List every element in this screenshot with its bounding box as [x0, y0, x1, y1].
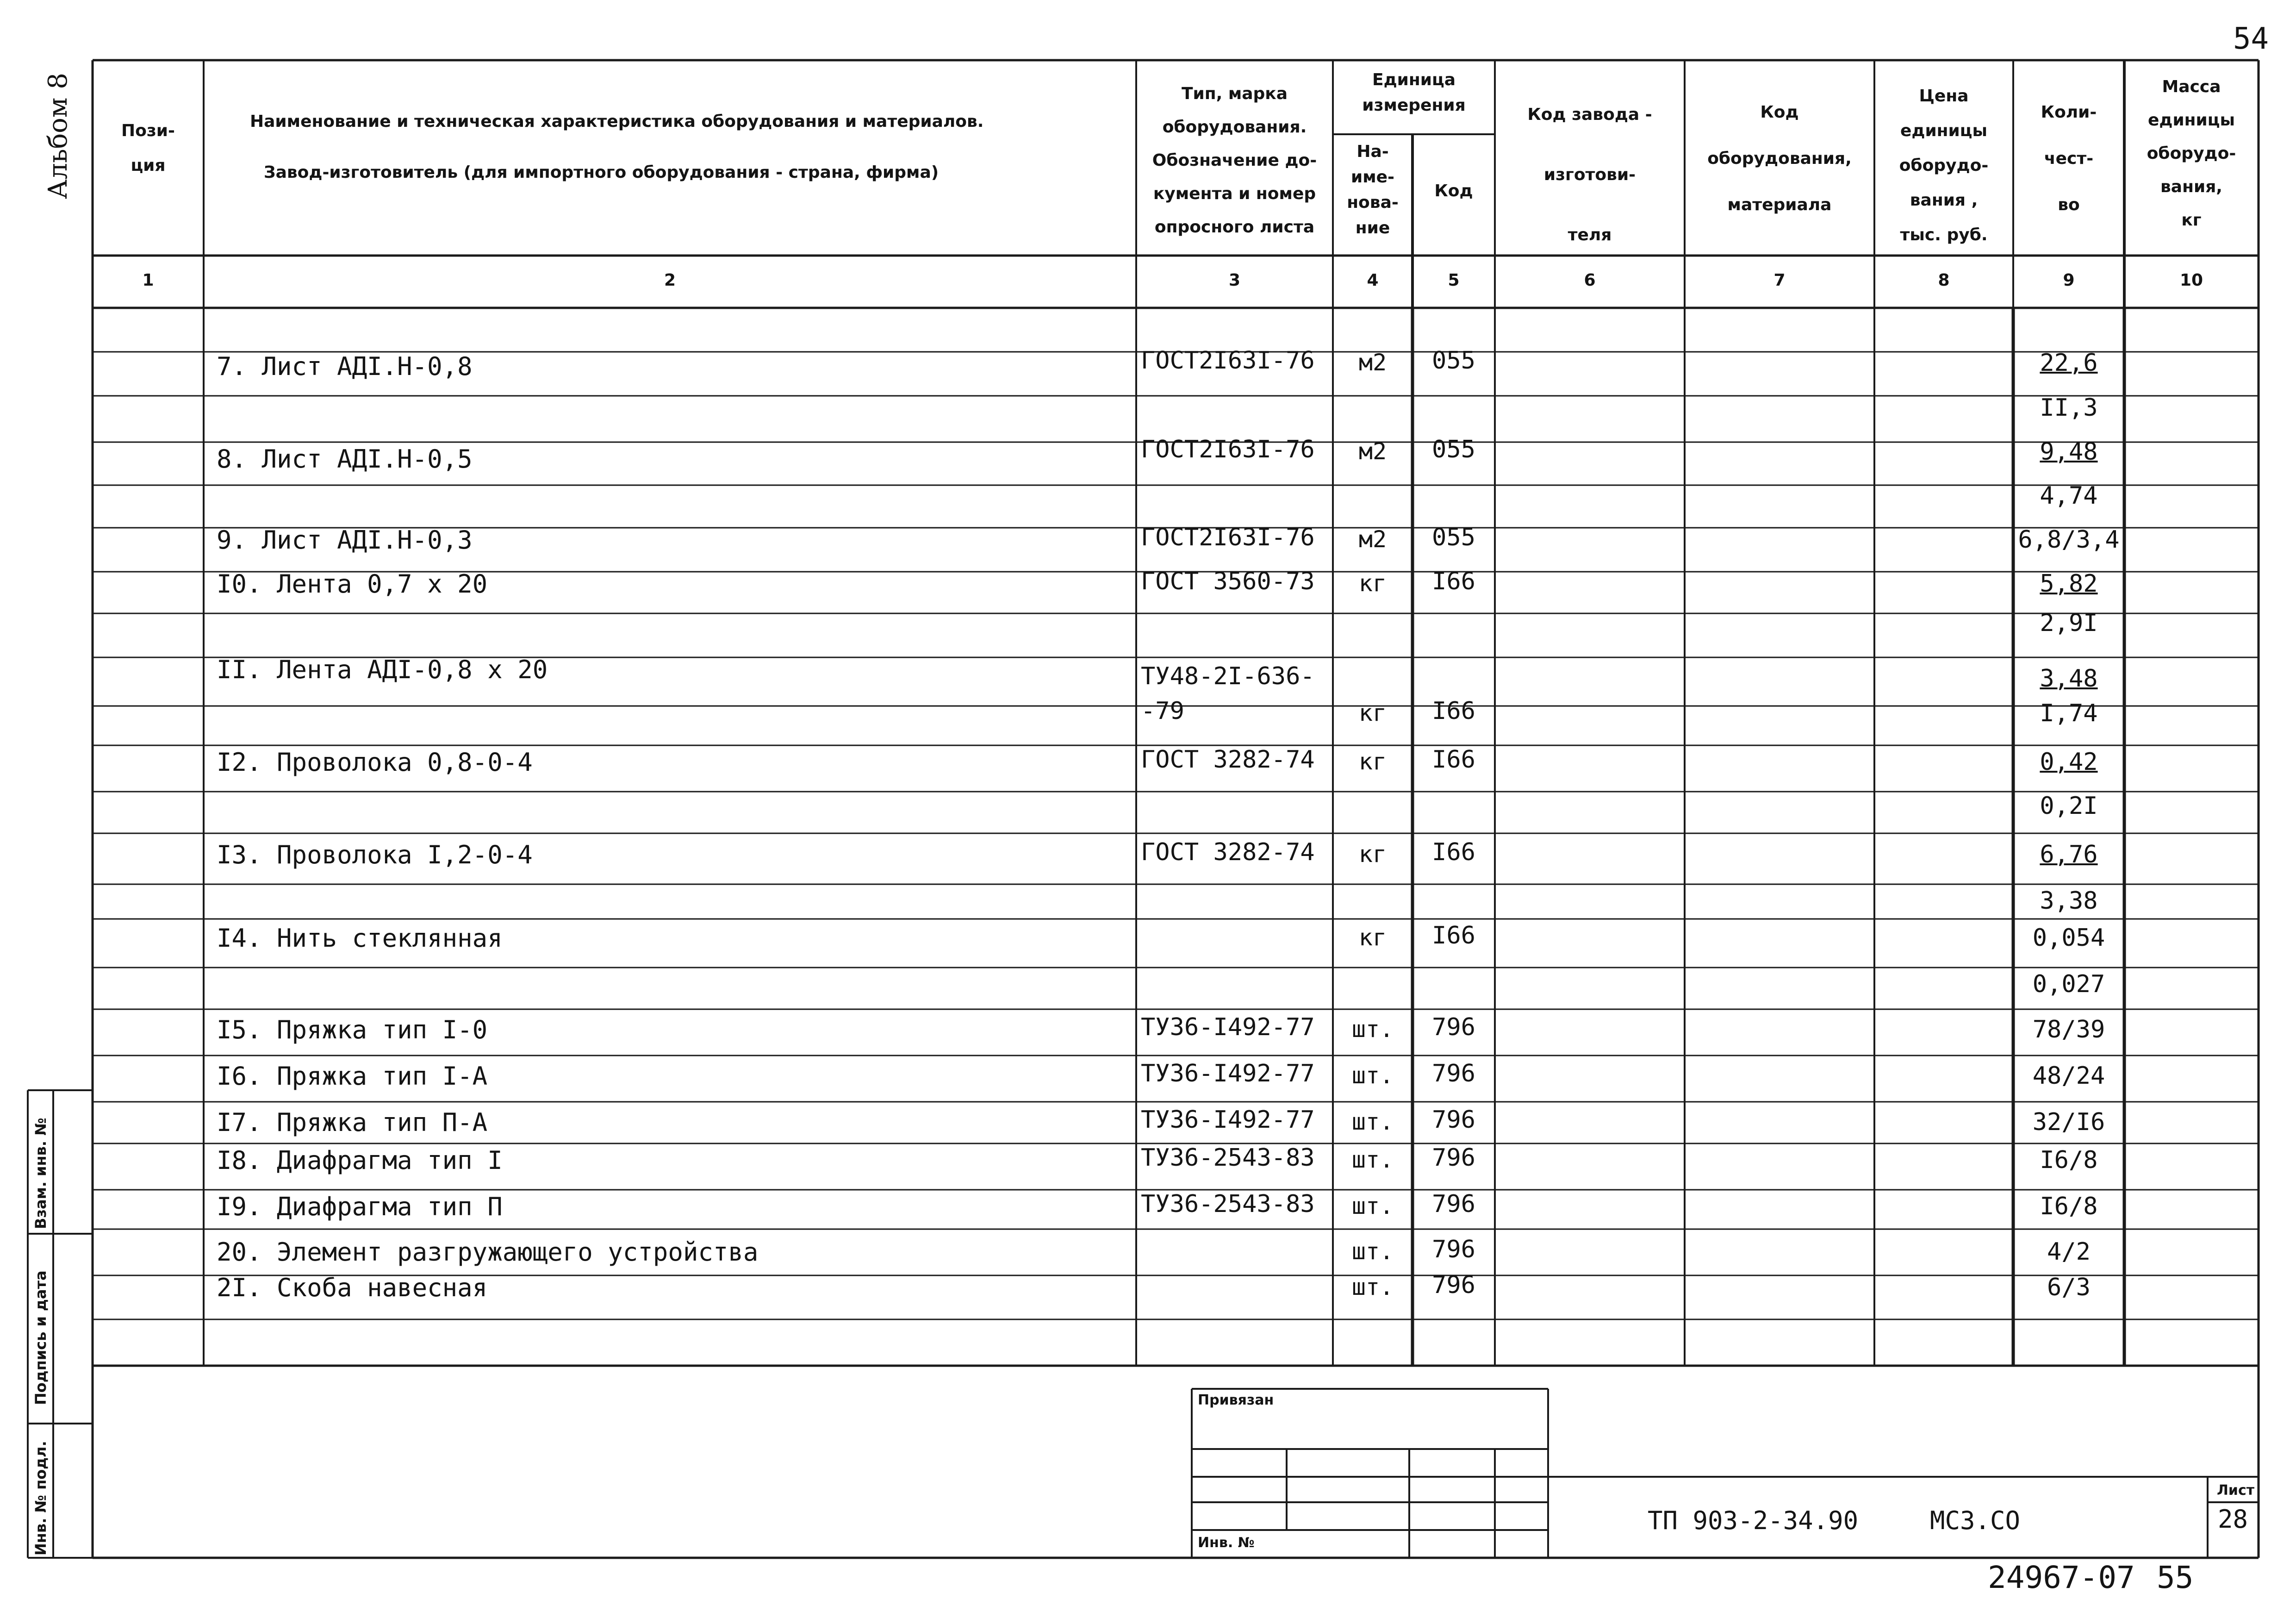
header-col10: единицы: [2147, 111, 2235, 130]
row-unit: м2: [1358, 349, 1387, 376]
row-document: ТУ36-I492-77: [1141, 1013, 1315, 1041]
row-name: I6. Пряжка тип I-А: [217, 1062, 488, 1091]
header-col3: опросного листа: [1154, 218, 1315, 237]
row-unit: м2: [1358, 526, 1387, 553]
header-col8: Цена: [1919, 87, 1969, 106]
row-name: I7. Пряжка тип П-А: [217, 1108, 488, 1137]
column-number: 4: [1367, 271, 1379, 290]
row-quantity: 0,027: [2032, 970, 2105, 998]
side-stamp-vzam: Взам. инв. №: [32, 1118, 50, 1229]
row-unit: шт.: [1351, 1062, 1394, 1089]
header-col4: име-: [1350, 168, 1394, 187]
header-col10: Масса: [2162, 77, 2221, 96]
header-col1: ция: [131, 156, 166, 175]
row-code: 796: [1432, 1190, 1475, 1218]
row-quantity: 4,74: [2040, 482, 2098, 510]
header-col8: тыс. руб.: [1900, 225, 1988, 244]
row-quantity: II,3: [2040, 394, 2098, 422]
row-unit: кг: [1358, 841, 1387, 868]
header-col3: кумента и номер: [1153, 184, 1316, 203]
header-col8: вания ,: [1910, 191, 1978, 210]
header-col7: материала: [1727, 195, 1832, 214]
row-document: ТУ36-2543-83: [1141, 1144, 1315, 1172]
header-col8: оборудо-: [1899, 156, 1989, 175]
header-col9: Коли-: [2041, 103, 2097, 122]
row-quantity: 22,6: [2040, 349, 2098, 377]
header-col9: во: [2058, 195, 2080, 214]
row-unit: шт.: [1351, 1238, 1394, 1265]
row-document: -79: [1141, 697, 1184, 725]
row-quantity: 3,48: [2040, 665, 2098, 693]
row-code: 055: [1432, 524, 1475, 551]
row-code: 796: [1432, 1013, 1475, 1041]
header-col3: Обозначение до-: [1152, 151, 1317, 170]
column-number: 1: [142, 271, 154, 290]
side-stamp-inv-podl: Инв. № подл.: [32, 1441, 50, 1555]
header-col10: оборудо-: [2147, 144, 2236, 163]
row-name: I8. Диафрагма тип I: [217, 1146, 503, 1175]
row-code: 796: [1432, 1144, 1475, 1172]
header-col10: кг: [2181, 211, 2202, 230]
header-col7: Код: [1760, 103, 1799, 122]
row-code: 796: [1432, 1060, 1475, 1087]
corner-page-number: 54: [2233, 22, 2269, 56]
privyazan-label: Привязан: [1198, 1392, 1274, 1408]
row-quantity: I6/8: [2040, 1146, 2098, 1174]
row-code: 796: [1432, 1106, 1475, 1134]
row-unit: кг: [1358, 924, 1387, 951]
column-number: 9: [2063, 271, 2075, 290]
header-col6: Код завода -: [1527, 105, 1652, 124]
row-quantity: 6,8/3,4: [2018, 526, 2120, 554]
row-code: I66: [1432, 746, 1475, 774]
header-col6: изготови-: [1543, 165, 1636, 184]
header-col2-line1: Наименование и техническая характеристика оборудования и материалов.: [250, 112, 984, 131]
row-document: ГОСТ 3560-73: [1141, 568, 1315, 595]
header-col5: Код: [1434, 181, 1473, 200]
sheet-label: Лист: [2217, 1482, 2255, 1499]
row-document: ГОСТ 3282-74: [1141, 746, 1315, 774]
album-label: Альбом 8: [43, 73, 73, 199]
row-quantity: 6,76: [2040, 841, 2098, 868]
row-quantity: 3,38: [2040, 887, 2098, 915]
row-unit: м2: [1358, 438, 1387, 465]
side-stamp-podpis: Подпись и дата: [32, 1270, 50, 1405]
row-quantity: 6/3: [2047, 1274, 2091, 1301]
row-name: 9. Лист АДI.Н-0,3: [217, 525, 473, 555]
document-code: МСЗ.СО: [1930, 1506, 2021, 1535]
row-name: I9. Диафрагма тип П: [217, 1192, 503, 1221]
column-number: 6: [1584, 271, 1596, 290]
row-name: I0. Лента 0,7 х 20: [217, 569, 488, 599]
row-document: ТУ36-2543-83: [1141, 1190, 1315, 1218]
column-number: 2: [664, 271, 676, 290]
footer-archive-number: 24967-07: [1988, 1560, 2135, 1595]
row-code: 796: [1432, 1236, 1475, 1263]
header-col4: ние: [1355, 219, 1390, 237]
row-unit: кг: [1358, 570, 1387, 597]
row-quantity: 32/I6: [2032, 1108, 2105, 1136]
header-col4: На-: [1356, 142, 1389, 161]
row-document: ТУ48-2I-636-: [1141, 662, 1315, 690]
row-code: I66: [1432, 922, 1475, 949]
column-number: 8: [1938, 271, 1950, 290]
row-name: I3. Проволока I,2-0-4: [217, 840, 533, 869]
column-number: 10: [2179, 271, 2203, 290]
row-document: ГОСТ2I63I-76: [1141, 524, 1315, 551]
row-name: II. Лента АДI-0,8 х 20: [217, 655, 548, 684]
row-unit: кг: [1358, 748, 1387, 775]
row-name: 7. Лист АДI.Н-0,8: [217, 352, 473, 381]
header-col3: Тип, марка: [1181, 84, 1288, 103]
row-unit: шт.: [1351, 1108, 1394, 1135]
row-unit: шт.: [1351, 1146, 1394, 1173]
row-quantity: 78/39: [2032, 1016, 2105, 1043]
row-name: 20. Элемент разгружающего устройства: [217, 1237, 759, 1267]
header-unit-group: измерения: [1362, 96, 1466, 115]
row-unit: шт.: [1351, 1193, 1394, 1219]
row-unit: шт.: [1351, 1274, 1394, 1300]
row-quantity: 0,42: [2040, 748, 2098, 776]
row-code: I66: [1432, 568, 1475, 595]
row-unit: шт.: [1351, 1016, 1394, 1043]
header-col7: оборудования,: [1707, 149, 1852, 168]
row-unit: кг: [1358, 700, 1387, 726]
row-name: I2. Проволока 0,8-0-4: [217, 748, 533, 777]
row-document: ТУ36-I492-77: [1141, 1106, 1315, 1134]
row-document: ГОСТ 3282-74: [1141, 838, 1315, 866]
column-number: 7: [1773, 271, 1786, 290]
row-quantity: 0,2I: [2040, 792, 2098, 820]
row-name: 2I. Скоба навесная: [217, 1273, 488, 1302]
header-col8: единицы: [1900, 121, 1988, 140]
sheet-number: 28: [2218, 1505, 2248, 1534]
row-document: ГОСТ2I63I-76: [1141, 347, 1315, 375]
header-col6: теля: [1568, 225, 1612, 244]
row-name: I4. Нить стеклянная: [217, 924, 503, 953]
row-name: I5. Пряжка тип I-0: [217, 1015, 488, 1044]
row-document: ГОСТ2I63I-76: [1141, 436, 1315, 463]
column-number: 5: [1448, 271, 1460, 290]
row-quantity: 4/2: [2047, 1238, 2091, 1266]
row-name: 8. Лист АДI.Н-0,5: [217, 444, 473, 474]
row-code: I66: [1432, 697, 1475, 725]
header-unit-group: Единица: [1372, 70, 1456, 89]
row-quantity: 5,82: [2040, 570, 2098, 598]
row-document: ТУ36-I492-77: [1141, 1060, 1315, 1087]
header-col1: Пози-: [121, 121, 175, 140]
header-col2-line2: Завод-изготовитель (для импортного оборудования - страна, фирма): [264, 163, 939, 182]
row-quantity: I,74: [2040, 700, 2098, 727]
column-number: 3: [1228, 271, 1241, 290]
row-quantity: 48/24: [2032, 1062, 2105, 1090]
row-code: 055: [1432, 347, 1475, 375]
row-code: I66: [1432, 838, 1475, 866]
row-code: 055: [1432, 436, 1475, 463]
row-quantity: I6/8: [2040, 1193, 2098, 1220]
row-quantity: 9,48: [2040, 438, 2098, 466]
inv-no-label: Инв. №: [1198, 1535, 1255, 1551]
header-col3: оборудования.: [1162, 118, 1307, 137]
footer-page-number: 55: [2157, 1560, 2194, 1595]
row-code: 796: [1432, 1271, 1475, 1299]
header-col9: чест-: [2044, 149, 2094, 168]
document-designation: ТП 903-2-34.90: [1648, 1506, 1859, 1535]
header-col4: нова-: [1347, 193, 1399, 212]
header-col10: вания,: [2160, 177, 2222, 196]
row-quantity: 2,9I: [2040, 609, 2098, 637]
row-quantity: 0,054: [2032, 924, 2105, 952]
